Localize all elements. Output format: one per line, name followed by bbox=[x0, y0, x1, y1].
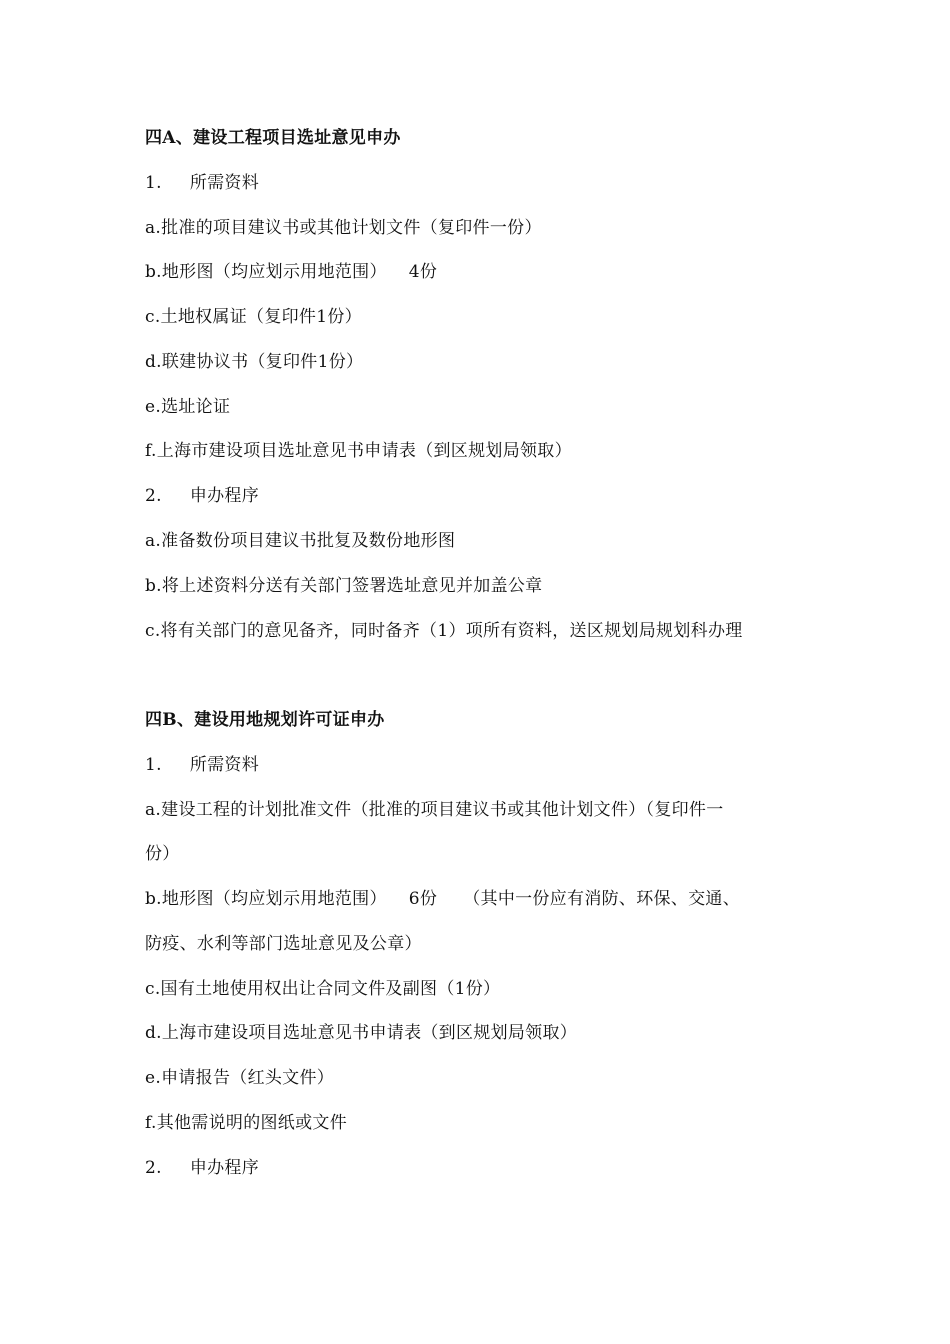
section-b-materials-number: 1. bbox=[145, 755, 162, 775]
section-b-item-b-line1 bbox=[145, 887, 740, 911]
section-a-materials-heading bbox=[145, 171, 259, 195]
section-b-item-e: e.申请报告（红头文件） bbox=[145, 1068, 335, 1088]
section-a-step-b: b.将上述资料分送有关部门签署选址意见并加盖公章 bbox=[145, 576, 543, 596]
section-b-materials-label: 所需资料 bbox=[189, 755, 260, 775]
section-b-procedure-heading bbox=[145, 1156, 259, 1180]
section-b-item-a-line1: a.建设工程的计划批准文件（批准的项目建议书或其他计划文件）（复印件一 bbox=[145, 800, 724, 820]
section-b-item-d: d.上海市建设项目选址意见书申请表（到区规划局领取） bbox=[145, 1023, 578, 1043]
section-a-item-e: e.选址论证 bbox=[145, 397, 231, 417]
section-a-procedure-heading bbox=[145, 484, 259, 508]
section-b-item-a-line2: 份） bbox=[145, 844, 180, 864]
section-b-title: 四B、建设用地规划许可证申办 bbox=[145, 710, 385, 730]
section-a-item-b-text: b.地形图（均应划示用地范围） bbox=[145, 262, 387, 282]
section-a-procedure-number: 2. bbox=[145, 486, 162, 506]
section-b-materials-heading bbox=[145, 753, 259, 777]
section-b-item-f: f.其他需说明的图纸或文件 bbox=[145, 1113, 347, 1133]
section-a-item-b-quantity: 4份 bbox=[408, 262, 438, 282]
section-a-item-b bbox=[145, 260, 437, 284]
section-b-procedure-number: 2. bbox=[145, 1158, 162, 1178]
section-a-item-f: f.上海市建设项目选址意见书申请表（到区规划局领取） bbox=[145, 441, 572, 461]
section-a-materials-label: 所需资料 bbox=[189, 173, 260, 193]
section-a-item-a: a.批准的项目建议书或其他计划文件（复印件一份） bbox=[145, 218, 542, 238]
section-a-item-d: d.联建协议书（复印件1份） bbox=[145, 352, 364, 372]
section-a-item-c: c.土地权属证（复印件1份） bbox=[145, 307, 362, 327]
section-b-item-b-note: （其中一份应有消防、环保、交通、 bbox=[463, 889, 741, 909]
section-b-procedure-label: 申办程序 bbox=[189, 1158, 260, 1178]
section-b-item-c: c.国有土地使用权出让合同文件及副图（1份） bbox=[145, 979, 501, 999]
section-a-title: 四A、建设工程项目选址意见申办 bbox=[145, 128, 401, 148]
section-b-item-b-text: b.地形图（均应划示用地范围） bbox=[145, 889, 387, 909]
section-a-step-a: a.准备数份项目建议书批复及数份地形图 bbox=[145, 531, 456, 551]
section-a-step-c: c.将有关部门的意见备齐，同时备齐（1）项所有资料，送区规划局规划科办理 bbox=[145, 621, 743, 641]
section-a-materials-number: 1. bbox=[145, 173, 162, 193]
section-b-item-b-quantity: 6份 bbox=[408, 889, 438, 909]
section-b-item-b-line2: 防疫、水利等部门选址意见及公章） bbox=[145, 934, 422, 954]
section-a-procedure-label: 申办程序 bbox=[189, 486, 260, 506]
